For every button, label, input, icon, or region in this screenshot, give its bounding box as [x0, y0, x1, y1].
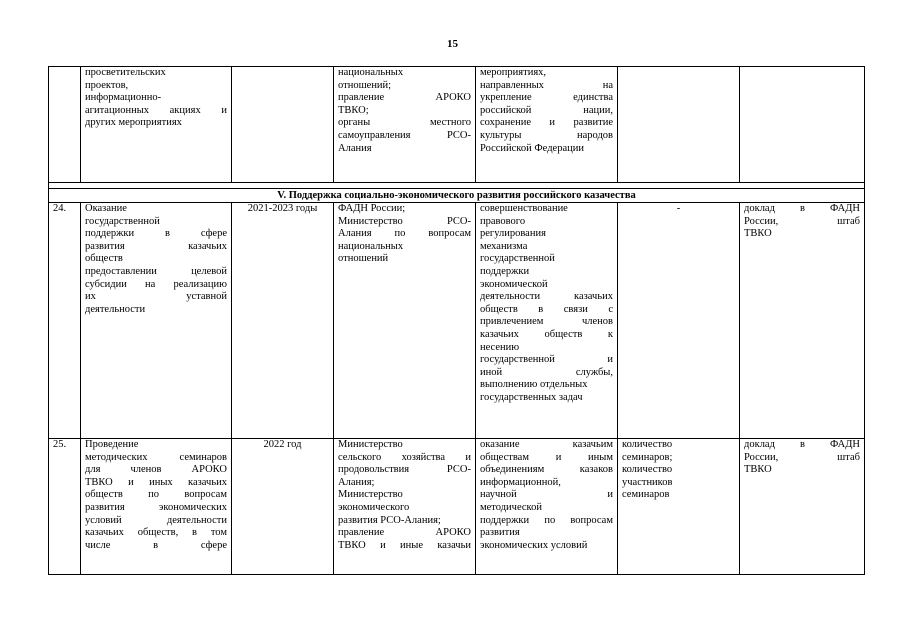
cell-num: 25. [49, 439, 81, 575]
cell-line: числе в сфере [85, 539, 227, 551]
cell-line: обществам и иным [480, 451, 613, 463]
cell-line: деятельности казачьих [480, 291, 613, 303]
table-row-24 [49, 203, 865, 439]
cell-line: Проведение [85, 439, 139, 450]
cell-line: объединениям казаков [480, 464, 613, 476]
plan-table [48, 66, 865, 575]
cell-line: мероприятиях, [480, 67, 547, 78]
cell-line: Алания по вопросам [338, 228, 471, 240]
cell-line: развития казачьих [85, 240, 227, 252]
cell-line: механизма [480, 240, 528, 252]
cell-result [476, 203, 618, 439]
cell-line: поддержки [480, 265, 530, 277]
cell-line: государственной [85, 215, 160, 227]
cell-line: сохранение и развитие [480, 117, 613, 129]
cell-line: экономической [480, 278, 548, 290]
section-title: V. Поддержка социально-экономического развития российского казачества [49, 189, 865, 203]
cell-line: ТВКО; [338, 104, 369, 116]
cell-line: обществ в связи с [480, 303, 613, 315]
cell-line: России, штаб [744, 215, 860, 227]
cell-line: развития экономических [85, 501, 227, 513]
cell-term: 2022 год [232, 439, 334, 575]
cell-line: правление АРОКО [338, 92, 471, 104]
cell-line: методической [480, 501, 542, 513]
cell-line: привлечением членов [480, 316, 613, 328]
cell-result [476, 439, 618, 575]
cell-line: их уставной [85, 291, 227, 303]
cell-line: органы местного [338, 117, 471, 129]
cell-line: казачьих обществ, в том [85, 527, 227, 539]
cell-line: отношений; [338, 79, 392, 91]
cell-line: сельского хозяйства и [338, 451, 471, 463]
cell-line: доклад в ФАДН [744, 439, 860, 450]
cell-line: совершенствование [480, 203, 568, 214]
cell-line: укрепление единства [480, 92, 613, 104]
table-row-25 [49, 439, 865, 575]
cell-indicator [618, 67, 740, 183]
cell-line: доклад в ФАДН [744, 203, 860, 214]
cell-line: Российской Федерации [480, 142, 584, 154]
cell-term [232, 67, 334, 183]
cell-num: 24. [49, 203, 81, 439]
cell-line: количество [622, 439, 673, 450]
cell-report [740, 203, 865, 439]
cell-event [81, 203, 232, 439]
cell-line: несению [480, 341, 520, 353]
table-row-continued [49, 67, 865, 183]
cell-line: государственной [480, 253, 555, 265]
cell-report [740, 439, 865, 575]
cell-line: направленных на [480, 79, 613, 91]
cell-line: других мероприятиях [85, 117, 182, 129]
cell-line: российской нации, [480, 104, 613, 116]
cell-line: участников [622, 476, 673, 488]
cell-line: государственной и [480, 354, 613, 366]
cell-line: оказание казачьим [480, 439, 613, 450]
cell-term: 2021-2023 годы [232, 203, 334, 439]
cell-line: поддержки в сфере [85, 228, 227, 240]
cell-line: Министерство [338, 439, 403, 450]
cell-result [476, 67, 618, 183]
cell-line: Министерство [338, 489, 403, 501]
cell-event [81, 67, 232, 183]
cell-line: методических семинаров [85, 451, 227, 463]
cell-line: государственных задач [480, 391, 583, 403]
cell-line: агитационных акциях и [85, 104, 227, 116]
cell-line: количество [622, 464, 673, 476]
cell-line: ТВКО и иные казачьи [338, 539, 471, 551]
cell-responsible [334, 439, 476, 575]
cell-line: информационной, [480, 476, 561, 488]
cell-line: Алания; [338, 476, 375, 488]
cell-line: поддержки по вопросам [480, 514, 613, 526]
cell-line: выполнению отдельных [480, 379, 588, 391]
cell-indicator: - [618, 203, 740, 439]
cell-responsible [334, 203, 476, 439]
cell-line: регулирования [480, 228, 546, 240]
cell-line: развития РСО-Алания; [338, 514, 441, 526]
cell-line: самоуправления РСО- [338, 129, 471, 141]
cell-line: деятельности [85, 303, 146, 315]
cell-line: продовольствия РСО- [338, 464, 471, 476]
cell-indicator [618, 439, 740, 575]
cell-line: субсидии на реализацию [85, 278, 227, 290]
cell-line: проектов, [85, 79, 129, 91]
cell-num [49, 67, 81, 183]
cell-line: научной и [480, 489, 613, 501]
cell-line: национальных [338, 67, 404, 78]
cell-line: семинаров; [622, 451, 673, 463]
cell-line: обществ [85, 253, 123, 265]
cell-line: экономического [338, 501, 410, 513]
cell-line: Оказание [85, 203, 127, 214]
cell-line: ФАДН России; [338, 203, 406, 214]
page-number: 15 [447, 38, 458, 50]
cell-line: культуры народов [480, 129, 613, 141]
cell-line: Министерство РСО- [338, 215, 471, 227]
cell-line: казачьих обществ к [480, 328, 613, 340]
cell-event [81, 439, 232, 575]
cell-report [740, 67, 865, 183]
cell-line: правового [480, 215, 526, 227]
cell-line: семинаров [622, 489, 670, 501]
cell-line: для членов АРОКО [85, 464, 227, 476]
section-header-row [49, 189, 865, 203]
cell-line: ТВКО [744, 228, 772, 240]
cell-line: ТВКО [744, 464, 772, 476]
cell-responsible [334, 67, 476, 183]
cell-line: предоставлении целевой [85, 265, 227, 277]
cell-line: ТВКО и иных казачьих [85, 476, 227, 488]
cell-line: отношений [338, 253, 389, 265]
cell-line: развития [480, 527, 520, 539]
cell-line: России, штаб [744, 451, 860, 463]
cell-line: правление АРОКО [338, 527, 471, 539]
cell-line: условий деятельности [85, 514, 227, 526]
cell-line: Алания [338, 142, 372, 154]
cell-line: иной службы, [480, 366, 613, 378]
cell-line: обществ по вопросам [85, 489, 227, 501]
cell-line: национальных [338, 240, 404, 252]
cell-line: просветительских [85, 67, 166, 78]
cell-line: информационно- [85, 92, 162, 104]
cell-line: экономических условий [480, 539, 588, 551]
